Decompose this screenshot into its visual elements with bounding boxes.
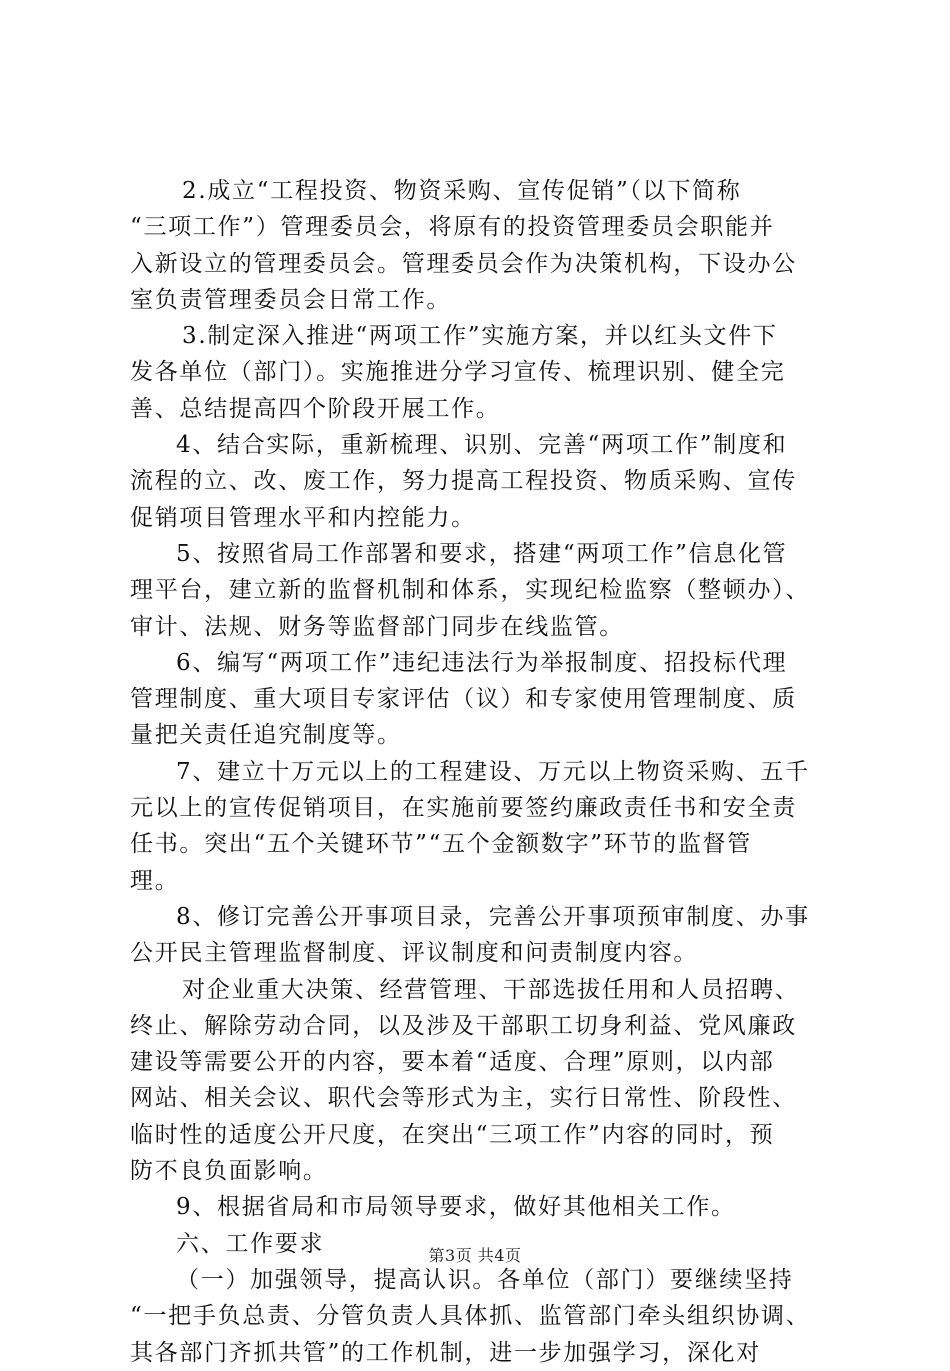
paragraph-line: 网站、相关会议、职代会等形式为主，实行日常性、阶段性、 — [130, 1085, 797, 1112]
paragraph-line: 善、总结提高四个阶段开展工作。 — [130, 395, 501, 422]
paragraph-line: 2.成立“工程投资、物资采购、宣传促销”（以下简称 — [182, 178, 742, 204]
paragraph-line: 其各部门齐抓共管”的工作机制，进一步加强学习，深化对 — [130, 1339, 761, 1366]
paragraph-line: 理。 — [130, 867, 180, 894]
section-heading: 六、工作要求 — [176, 1230, 325, 1257]
paragraph-line: 室负责管理委员会日常工作。 — [130, 286, 452, 313]
paragraph-line: 4、结合实际，重新梳理、识别、完善“两项工作”制度和 — [176, 432, 788, 459]
paragraph-line: 防不良负面影响。 — [130, 1158, 328, 1185]
paragraph-line: 临时性的适度公开尺度，在突出“三项工作”内容的同时，预 — [130, 1121, 775, 1148]
paragraph-line: 对企业重大决策、经营管理、干部选拔任用和人员招聘、 — [182, 976, 800, 1003]
paragraph-line: 发各单位（部门）。实施推进分学习宣传、梳理识别、健全完 — [130, 359, 786, 386]
paragraph-line: 8、修订完善公开事项目录，完善公开事项预审制度、办事 — [176, 903, 810, 930]
document-body — [130, 173, 830, 1371]
paragraph-line: 任书。突出“五个关键环节”“五个金额数字”环节的监督管 — [130, 831, 752, 858]
paragraph-line: 9、根据省局和市局领导要求，做好其他相关工作。 — [176, 1194, 736, 1221]
paragraph-line: 建设等需要公开的内容，要本着“适度、合理”原则，以内部 — [130, 1049, 775, 1076]
page-number-footer: 第3页 共4页 — [428, 1246, 522, 1265]
paragraph-line: 量把关责任追究制度等。 — [130, 722, 402, 749]
paragraph-line: （一）加强领导，提高认识。各单位（部门）要继续坚持 — [176, 1266, 794, 1293]
paragraph-line: 管理制度、重大项目专家评估（议）和专家使用管理制度、质 — [130, 686, 797, 713]
paragraph-line: 6、编写“两项工作”违纪违法行为举报制度、招投标代理 — [176, 649, 788, 676]
paragraph-line: 终止、解除劳动合同，以及涉及干部职工切身利益、党风廉政 — [130, 1012, 797, 1039]
paragraph-line: 审计、法规、财务等监督部门同步在线监管。 — [130, 613, 624, 640]
paragraph-line: 3.制定深入推进“两项工作”实施方案，并以红头文件下 — [182, 323, 778, 350]
paragraph-line: 流程的立、改、废工作，努力提高工程投资、物质采购、宣传 — [130, 468, 797, 495]
paragraph-line: 5、按照省局工作部署和要求，搭建“两项工作”信息化管 — [176, 540, 788, 567]
paragraph-line: 入新设立的管理委员会。管理委员会作为决策机构，下设办公 — [130, 250, 797, 277]
paragraph-line: 公开民主管理监督制度、评议制度和问责制度内容。 — [130, 940, 699, 967]
paragraph-line: “一把手负总责、分管负责人具体抓、监管部门牵头组织协调、 — [130, 1303, 811, 1330]
paragraph-line: 7、建立十万元以上的工程建设、万元以上物资采购、五千 — [176, 758, 810, 785]
paragraph-line: 理平台，建立新的监督机制和体系，实现纪检监察（整顿办）、 — [130, 577, 811, 604]
paragraph-line: “三项工作”）管理委员会，将原有的投资管理委员会职能并 — [130, 214, 775, 241]
paragraph-line: 促销项目管理水平和内控能力。 — [130, 504, 476, 531]
paragraph-line: 元以上的宣传促销项目，在实施前要签约廉政责任书和安全责 — [130, 795, 797, 822]
